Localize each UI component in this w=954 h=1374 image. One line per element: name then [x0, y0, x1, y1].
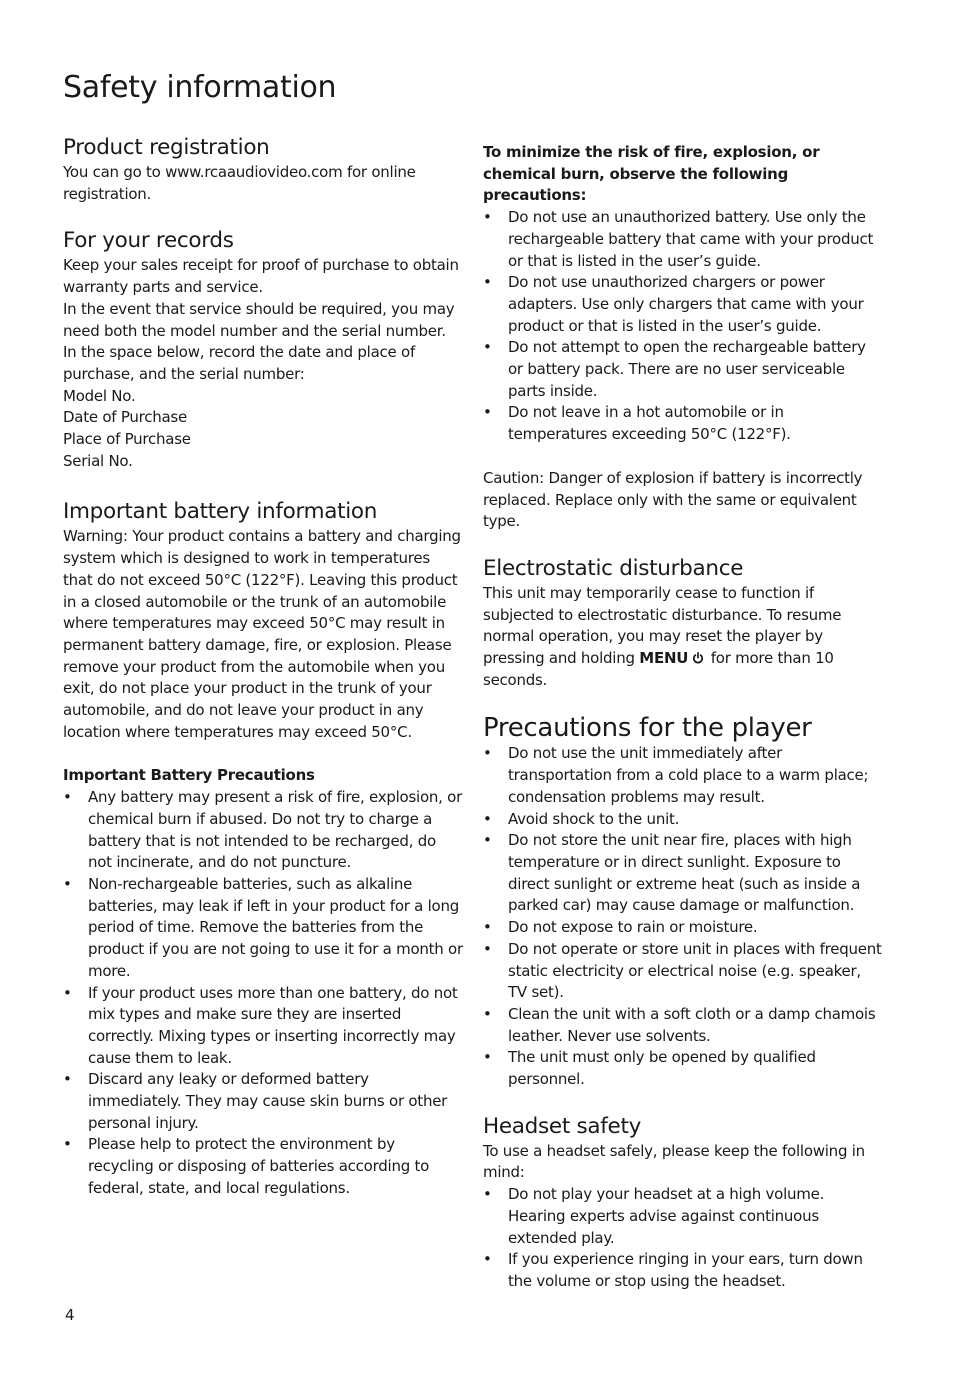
right-column [483, 134, 883, 1293]
record-field-model: Model No. [63, 386, 136, 405]
headset-safety-list [483, 1184, 883, 1293]
player-precautions-list [483, 743, 883, 1090]
page-title: Safety information [63, 70, 337, 105]
list-item: • Do not operate or store unit in places with frequent static electricity or electrical noise (e.g. speaker, TV set). [483, 939, 883, 1004]
battery-information-section [63, 498, 463, 1199]
list-item: • Do not play your headset at a high volume. Hearing experts advise against continuous extended play. [483, 1184, 883, 1249]
electrostatic-heading: Electrostatic disturbance [483, 555, 744, 581]
fire-risk-section [483, 142, 883, 533]
page-number: 4 [65, 1306, 75, 1324]
electrostatic-text-after: for more than 10 seconds. [483, 649, 834, 689]
list-item: • The unit must only be opened by qualified personnel. [483, 1047, 883, 1090]
list-item: • Discard any leaky or deformed battery immediately. They may cause skin burns or other personal injury. [63, 1069, 463, 1134]
electrostatic-section [483, 555, 883, 692]
list-item: • Do not use the unit immediately after transportation from a cold place to a warm place; condensation problems may result. [483, 743, 883, 808]
battery-precautions-heading: Important Battery Precautions [63, 766, 315, 785]
left-column [63, 134, 463, 1200]
for-your-records-section [63, 227, 463, 472]
battery-precautions-list [63, 787, 463, 1199]
records-receipt-text: Keep your sales receipt for proof of purchase to obtain warranty parts and service. [63, 256, 459, 297]
headset-safety-section [483, 1113, 883, 1293]
list-item: • If your product uses more than one battery, do not mix types and make sure they are inserted correctly. Mixing types or inserting incorrectly may cause them to leak. [63, 983, 463, 1070]
player-precautions-section [483, 713, 883, 1090]
list-item: • Clean the unit with a soft cloth or a damp chamois leather. Never use solvents. [483, 1004, 883, 1047]
list-item: • Do not expose to rain or moisture. [483, 917, 883, 939]
list-item: • Non-rechargeable batteries, such as alkaline batteries, may leak if left in your product for a long period of time. Remove the batteries from the product if you are not going to use it for a month or more. [63, 874, 463, 983]
record-field-serial: Serial No. [63, 451, 133, 470]
record-field-date: Date of Purchase [63, 408, 187, 427]
headset-safety-heading: Headset safety [483, 1113, 642, 1139]
battery-information-heading: Important battery information [63, 499, 378, 525]
list-item: • Do not use unauthorized chargers or power adapters. Use only chargers that came with your product or that is listed in the user’s guide. [483, 272, 883, 337]
list-item: • Do not leave in a hot automobile or in temperatures exceeding 50°C (122°F). [483, 402, 883, 445]
list-item: • Please help to protect the environment by recycling or disposing of batteries according to federal, state, and local regulations. [63, 1134, 463, 1199]
list-item: • Do not store the unit near fire, places with high temperature or in direct sunlight. Exposure to direct sunlight or extreme heat (such as inside a parked car) may cause damage or malfunction. [483, 830, 883, 917]
record-field-place: Place of Purchase [63, 430, 191, 449]
list-item: • Do not attempt to open the rechargeable battery or battery pack. There are no user serviceable parts inside. [483, 337, 883, 402]
list-item: • Any battery may present a risk of fire, explosion, or chemical burn if abused. Do not try to charge a battery that is not intended to be recharged, do not incinerate, and do not puncture. [63, 787, 463, 874]
list-item: • If you experience ringing in your ears, turn down the volume or stop using the headset. [483, 1249, 883, 1292]
product-registration-heading: Product registration [63, 135, 270, 160]
battery-warning-text: Warning: Your product contains a battery and charging system which is designed to work in temperatures that do not exceed 50°C (122°F). Leaving this product in a closed automobile or the trunk of an automobile where temperatures may exceed 50°C may result in permanent battery damage, fire, or explosion. Please remove your product from the automobile when you exit, do not place your product in the trunk of your automobile, and do not leave your product in any location where temperatures may exceed 50°C. [63, 527, 461, 741]
list-item: • Avoid shock to the unit. [483, 809, 883, 831]
headset-intro-text: To use a headset safely, please keep the following in mind: [483, 1141, 865, 1182]
fire-risk-heading: To minimize the risk of fire, explosion, or chemical burn, observe the following precautions: [483, 143, 820, 205]
for-your-records-heading: For your records [63, 228, 234, 254]
menu-button-name: MENU [639, 649, 689, 668]
list-item: • Do not use an unauthorized battery. Use only the rechargeable battery that came with your product or that is listed in the user’s guide. [483, 207, 883, 272]
battery-caution-text: Caution: Danger of explosion if battery is incorrectly replaced. Replace only with the same or equivalent type. [483, 468, 863, 531]
fire-risk-list [483, 207, 883, 446]
product-registration-section [63, 134, 463, 205]
electrostatic-text-before: This unit may temporarily cease to function if subjected to electrostatic disturbance. To resume normal operation, you may reset the player by pressing and holding [483, 583, 842, 668]
power-icon [692, 652, 704, 664]
player-precautions-heading: Precautions for the player [483, 713, 812, 744]
electrostatic-text [483, 583, 883, 692]
product-registration-text: You can go to www.rcaaudiovideo.com for online registration. [63, 163, 416, 203]
records-service-text: In the event that service should be required, you may need both the model number and the serial number. In the space below, record the date and place of purchase, and the serial number: [63, 299, 455, 383]
